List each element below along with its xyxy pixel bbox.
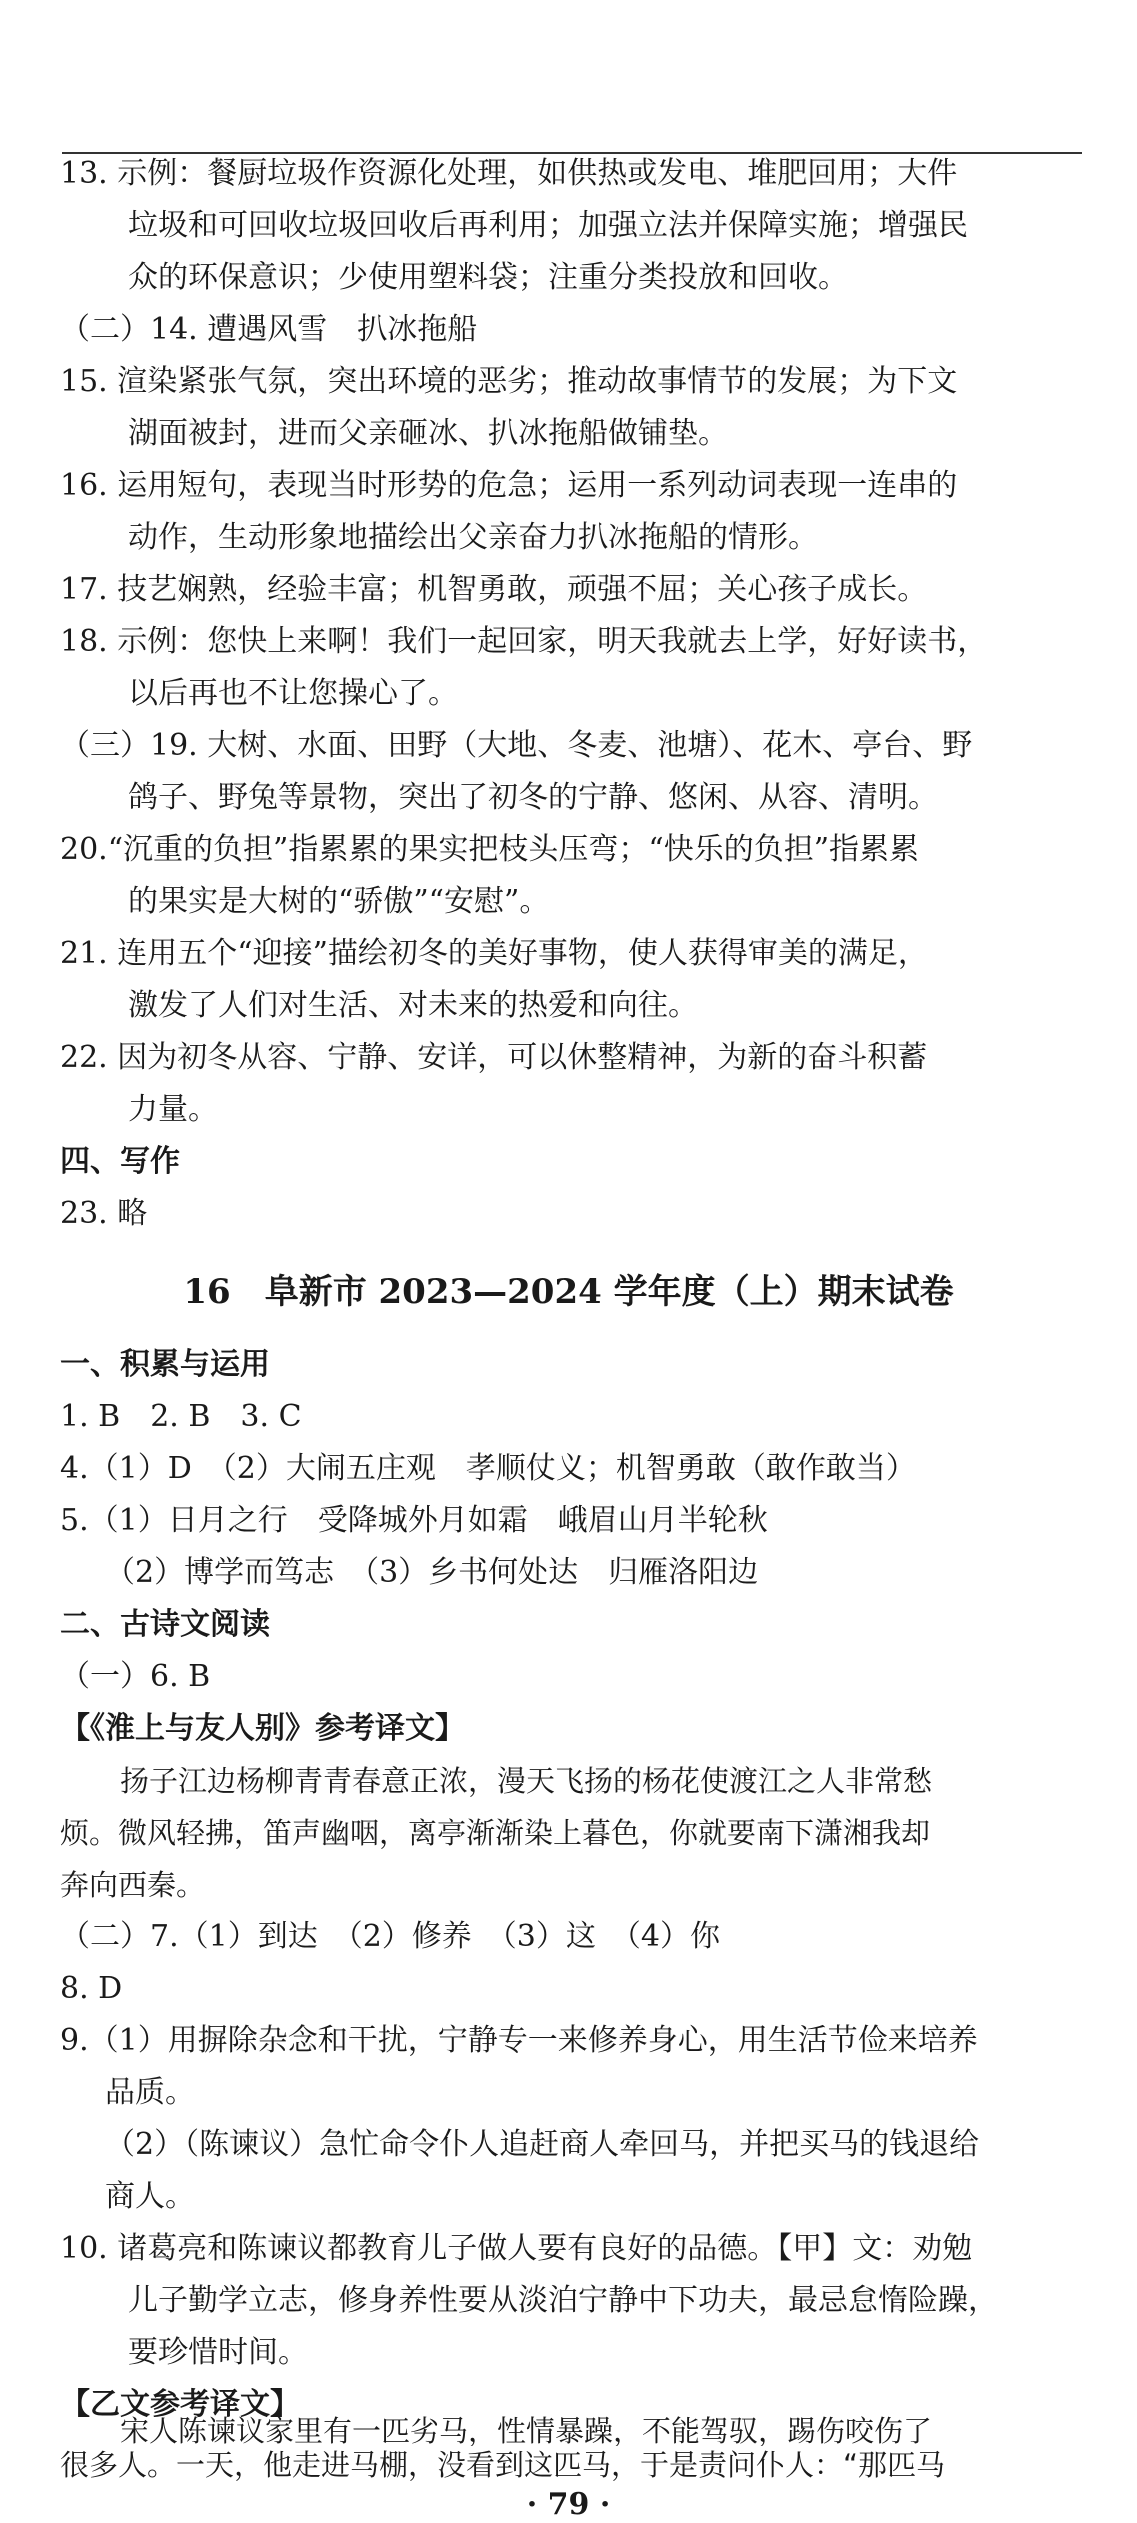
answer-6: （一）6. B — [60, 1659, 211, 1694]
answer-15-line-2: 湖面被封，进而父亲砸冰、扒冰拖船做铺垫。 — [128, 416, 728, 451]
answer-5-line-2: （2）博学而笃志 （3）乡书何处达 归雁洛阳边 — [105, 1555, 759, 1590]
translation-1-line-1: 扬子江边杨柳青青春意正浓，漫天飞扬的杨花使渡江之人非常愁 — [120, 1764, 933, 1798]
answer-19-line-2: 鸽子、野兔等景物，突出了初冬的宁静、悠闲、从容、清明。 — [128, 780, 938, 815]
answer-13-line-2: 垃圾和可回收垃圾回收后再利用；加强立法并保障实施；增强民 — [128, 208, 968, 243]
answer-1-3: 1. B 2. B 3. C — [60, 1399, 302, 1434]
answer-22-line-2: 力量。 — [128, 1092, 218, 1127]
answer-10-line-3: 要珍惜时间。 — [128, 2335, 308, 2370]
answer-9-line-3: （2）（陈谏议）急忙命令仆人追赶商人牵回马，并把买马的钱退给 — [105, 2127, 980, 2162]
top-rule — [62, 152, 1082, 154]
answer-9-line-1: 9.（1）用摒除杂念和干扰，宁静专一来修养身心，用生活节俭来培养 — [60, 2023, 978, 2058]
answer-23: 23. 略 — [60, 1196, 148, 1231]
translation-2-line-1: 宋人陈谏议家里有一匹劣马，性情暴躁，不能驾驭，踢伤咬伤了 — [120, 2414, 933, 2446]
answer-16-line-1: 16. 运用短句，表现当时形势的危急；运用一系列动词表现一连串的 — [60, 468, 958, 503]
translation-1-heading: 【《淮上与友人别》参考译文】 — [60, 1711, 465, 1746]
answer-8: 8. D — [60, 1971, 123, 2006]
answer-16-line-2: 动作，生动形象地描绘出父亲奋力扒冰拖船的情形。 — [128, 520, 818, 555]
answer-9-line-2: 品质。 — [105, 2075, 195, 2110]
answer-22-line-1: 22. 因为初冬从容、宁静、安详，可以休整精神，为新的奋斗积蓄 — [60, 1040, 928, 1075]
answer-7: （二）7.（1）到达 （2）修养 （3）这 （4）你 — [60, 1919, 720, 1954]
answer-4: 4.（1）D （2）大闹五庄观 孝顺仗义；机智勇敢（敢作敢当） — [60, 1451, 916, 1486]
exam-title: 16 阜新市 2023—2024 学年度（上）期末试卷 — [183, 1272, 954, 1312]
answer-13-line-1: 13. 示例：餐厨垃圾作资源化处理，如供热或发电、堆肥回用；大件 — [60, 156, 958, 191]
answer-18-line-2: 以后再也不让您操心了。 — [128, 676, 458, 711]
answer-9-line-4: 商人。 — [105, 2179, 195, 2214]
answer-13-line-3: 众的环保意识；少使用塑料袋；注重分类投放和回收。 — [128, 260, 848, 295]
answer-17: 17. 技艺娴熟，经验丰富；机智勇敢，顽强不屈；关心孩子成长。 — [60, 572, 928, 607]
answer-20-line-1: 20.“沉重的负担”指累累的果实把枝头压弯；“快乐的负担”指累累 — [60, 832, 920, 867]
section-heading-accumulation: 一、积累与运用 — [60, 1347, 270, 1382]
answer-15-line-1: 15. 渲染紧张气氛，突出环境的恶劣；推动故事情节的发展；为下文 — [60, 364, 958, 399]
translation-1-line-3: 奔向西秦。 — [60, 1868, 206, 1902]
answer-10-line-1: 10. 诸葛亮和陈谏议都教育儿子做人要有良好的品德。【甲】文：劝勉 — [60, 2231, 973, 2266]
translation-2-heading: 【乙文参考译文】 — [60, 2387, 300, 2422]
answer-19-line-1: （三）19. 大树、水面、田野（大地、冬麦、池塘）、花木、亭台、野 — [60, 728, 973, 763]
section-heading-writing: 四、写作 — [60, 1144, 180, 1179]
translation-2-line-2: 很多人。一天，他走进马棚，没看到这匹马，于是责问仆人：“那匹马 — [60, 2448, 946, 2482]
page-number: · 79 · — [526, 2487, 611, 2522]
answer-5-line-1: 5.（1）日月之行 受降城外月如霜 峨眉山月半轮秋 — [60, 1503, 768, 1538]
section-heading-classical-reading: 二、古诗文阅读 — [60, 1607, 270, 1642]
answer-18-line-1: 18. 示例：您快上来啊！我们一起回家，明天我就去上学，好好读书， — [60, 624, 988, 659]
translation-1-line-2: 烦。微风轻拂，笛声幽咽，离亭渐渐染上暮色，你就要南下潇湘我却 — [60, 1816, 931, 1850]
answer-20-line-2: 的果实是大树的“骄傲”“安慰”。 — [128, 884, 550, 919]
answer-10-line-2: 儿子勤学立志，修身养性要从淡泊宁静中下功夫，最忌怠惰险躁， — [128, 2283, 998, 2318]
answer-21-line-1: 21. 连用五个“迎接”描绘初冬的美好事物，使人获得审美的满足， — [60, 936, 928, 971]
answer-21-line-2: 激发了人们对生活、对未来的热爱和向往。 — [128, 988, 698, 1023]
answer-14: （二）14. 遭遇风雪 扒冰拖船 — [60, 312, 478, 347]
